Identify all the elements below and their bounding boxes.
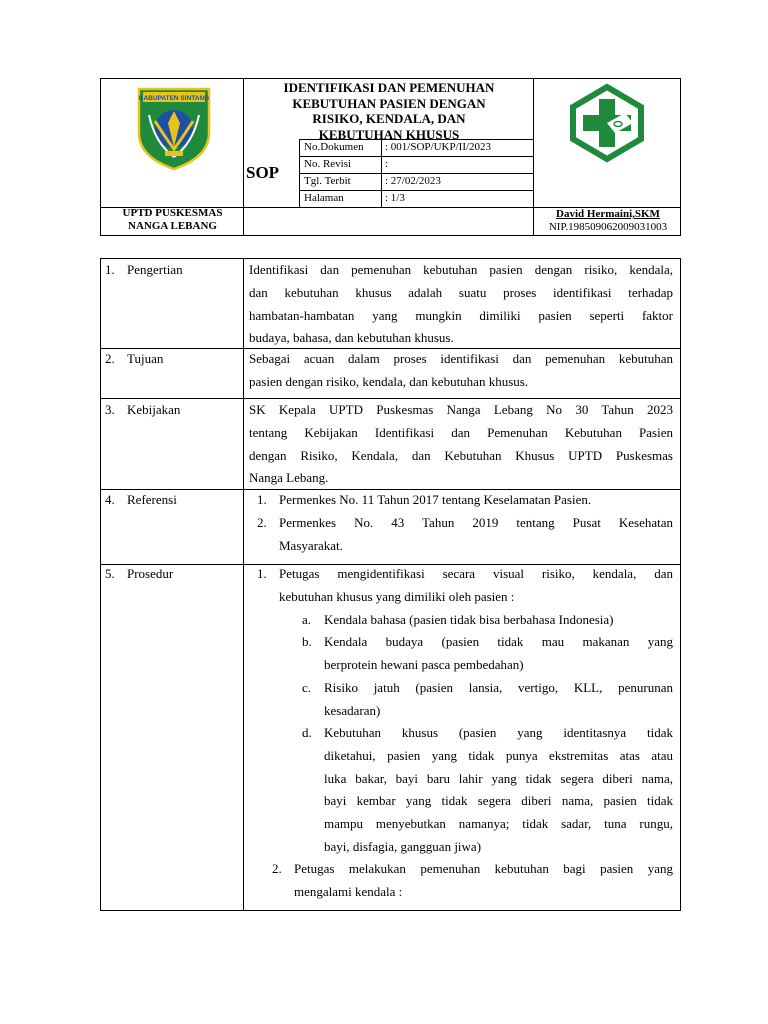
text-line: bayi kembar yang tidak segera diberi nama, pasien tidak — [324, 793, 673, 809]
list-marker: c. — [302, 680, 312, 695]
prosedur-step-1 — [257, 563, 673, 609]
text-line: Nanga Lebang. — [249, 470, 329, 486]
text-line: Permenkes No. 11 Tahun 2017 tentang Keselamatan Pasien. — [279, 492, 592, 507]
prosedur-sub-a — [302, 609, 673, 632]
section-label-text: Referensi — [127, 492, 177, 507]
text-line: bayi, disfagia, gangguan jiwa) — [324, 838, 482, 854]
text-line: Masyarakat. — [279, 537, 343, 553]
text-line: SK Kepala UPTD Puskesmas Nanga Lebang No 30 Tahun 2023 — [249, 402, 673, 417]
text-line: kesadaran) — [324, 702, 381, 718]
section-label-tujuan — [105, 348, 163, 371]
section-label-text: Tujuan — [127, 351, 164, 366]
text-line: Kendala budaya (pasien tidak mau makanan yang — [324, 634, 673, 649]
list-marker: b. — [302, 634, 312, 649]
section-text-kebijakan — [249, 399, 673, 490]
text-line: Petugas mengidentifikasi secara visual risiko, kendala, dan — [279, 566, 673, 581]
prosedur-step-2 — [272, 858, 673, 904]
list-marker: d. — [302, 725, 312, 740]
org-line: UPTD PUSKESMAS — [122, 207, 223, 219]
signer-name: David Hermaini,SKM — [556, 208, 660, 220]
text-line: dengan Risiko, Kendala, dan Kebutuhan Khusus UPTD Puskesmas — [249, 447, 673, 463]
emblem-caption: KABUPATEN SINTANG — [138, 95, 210, 102]
text-line: Risiko jatuh (pasien lansia, vertigo, KLL, penurunan — [324, 680, 673, 695]
signer-nip: NIP.198509062009031003 — [548, 221, 668, 233]
list-marker: 1. — [257, 566, 267, 581]
regency-emblem — [135, 85, 213, 176]
section-label-pengertian — [105, 259, 183, 282]
prosedur-sub-d — [302, 722, 673, 859]
title-line: RISIKO, KENDALA, DAN — [312, 111, 466, 126]
text-line: Identifikasi dan pemenuhan kebutuhan pasien dengan risiko, kendala, — [249, 262, 673, 277]
meta-value-doc-number: : 001/SOP/UKP/II/2023 — [385, 141, 492, 153]
text-line: tentang Kebijakan Identifikasi dan Pemenuhan Kebutuhan Pasien — [249, 424, 673, 440]
meta-label-revision: No. Revisi — [304, 158, 352, 170]
section-label-text: Kebijakan — [127, 402, 181, 417]
sop-content-table — [100, 258, 681, 911]
sop-label: SOP — [246, 163, 280, 182]
text-line: hambatan-hambatan yang mungkin dimiliki pasien seperti faktor — [249, 307, 673, 323]
text-line: berprotein hewani pasca pembedahan) — [324, 656, 524, 672]
section-number: 2. — [105, 351, 115, 366]
section-number: 3. — [105, 402, 115, 417]
text-line: mengalami kendala : — [294, 883, 403, 899]
section-label-text: Pengertian — [127, 262, 183, 277]
title-line: IDENTIFIKASI DAN PEMENUHAN — [283, 80, 495, 95]
meta-value-issue-date: : 27/02/2023 — [385, 175, 441, 187]
section-label-prosedur — [105, 563, 173, 586]
document-header — [100, 78, 681, 236]
text-line: dan kebutuhan khusus adalah suatu proses identifikasi terhadap — [249, 284, 673, 300]
section-text-tujuan — [249, 348, 673, 394]
title-line: KEBUTUHAN KHUSUS — [318, 126, 460, 142]
text-line: Kebutuhan khusus (pasien yang identitasnya tidak — [324, 725, 673, 740]
list-marker: 2. — [272, 861, 282, 876]
text-line: luka bakar, bayi baru lahir yang tidak segera diberi nama, — [324, 770, 673, 786]
prosedur-sub-b — [302, 631, 673, 677]
text-line: kebutuhan khusus yang dimiliki oleh pasien : — [279, 588, 515, 604]
meta-value-page: : 1/3 — [385, 192, 405, 204]
text-line: Petugas melakukan pemenuhan kebutuhan bagi pasien yang — [294, 861, 673, 876]
meta-label-doc-number: No.Dokumen — [304, 141, 364, 153]
title-line: KEBUTUHAN PASIEN DENGAN — [292, 95, 486, 111]
list-marker: 2. — [257, 515, 267, 530]
list-marker: 1. — [257, 492, 267, 507]
text-line: budaya, bahasa, dan kebutuhan khusus. — [249, 330, 454, 346]
meta-value-revision: : — [385, 158, 389, 170]
section-label-kebijakan — [105, 399, 180, 422]
meta-label-issue-date: Tgl. Terbit — [304, 175, 351, 187]
meta-label-page: Halaman — [304, 192, 344, 204]
referensi-item-1 — [257, 489, 673, 512]
text-line: Permenkes No. 43 Tahun 2019 tentang Pusat Kesehatan — [279, 515, 673, 530]
text-line: Kendala bahasa (pasien tidak bisa berbahasa Indonesia) — [324, 612, 614, 627]
text-line: pasien dengan risiko, kendala, dan kebutuhan khusus. — [249, 373, 529, 389]
section-number: 1. — [105, 262, 115, 277]
section-number: 5. — [105, 566, 115, 581]
referensi-item-2 — [257, 512, 673, 558]
org-line: NANGA LEBANG — [128, 220, 217, 232]
puskesmas-logo — [567, 83, 647, 168]
text-line: diketahui, pasien yang tidak punya ekstremitas atas atau — [324, 747, 673, 763]
list-marker: a. — [302, 612, 312, 627]
section-label-referensi — [105, 489, 177, 512]
document-title — [244, 79, 534, 142]
text-line: Sebagai acuan dalam proses identifikasi dan pemenuhan kebutuhan — [249, 351, 673, 366]
text-line: mampu menyebutkan namanya; tidak sadar, tuna rungu, — [324, 816, 673, 832]
prosedur-sub-c — [302, 677, 673, 723]
section-label-text: Prosedur — [127, 566, 174, 581]
section-number: 4. — [105, 492, 115, 507]
section-text-pengertian — [249, 259, 673, 350]
organization-name — [101, 207, 244, 233]
